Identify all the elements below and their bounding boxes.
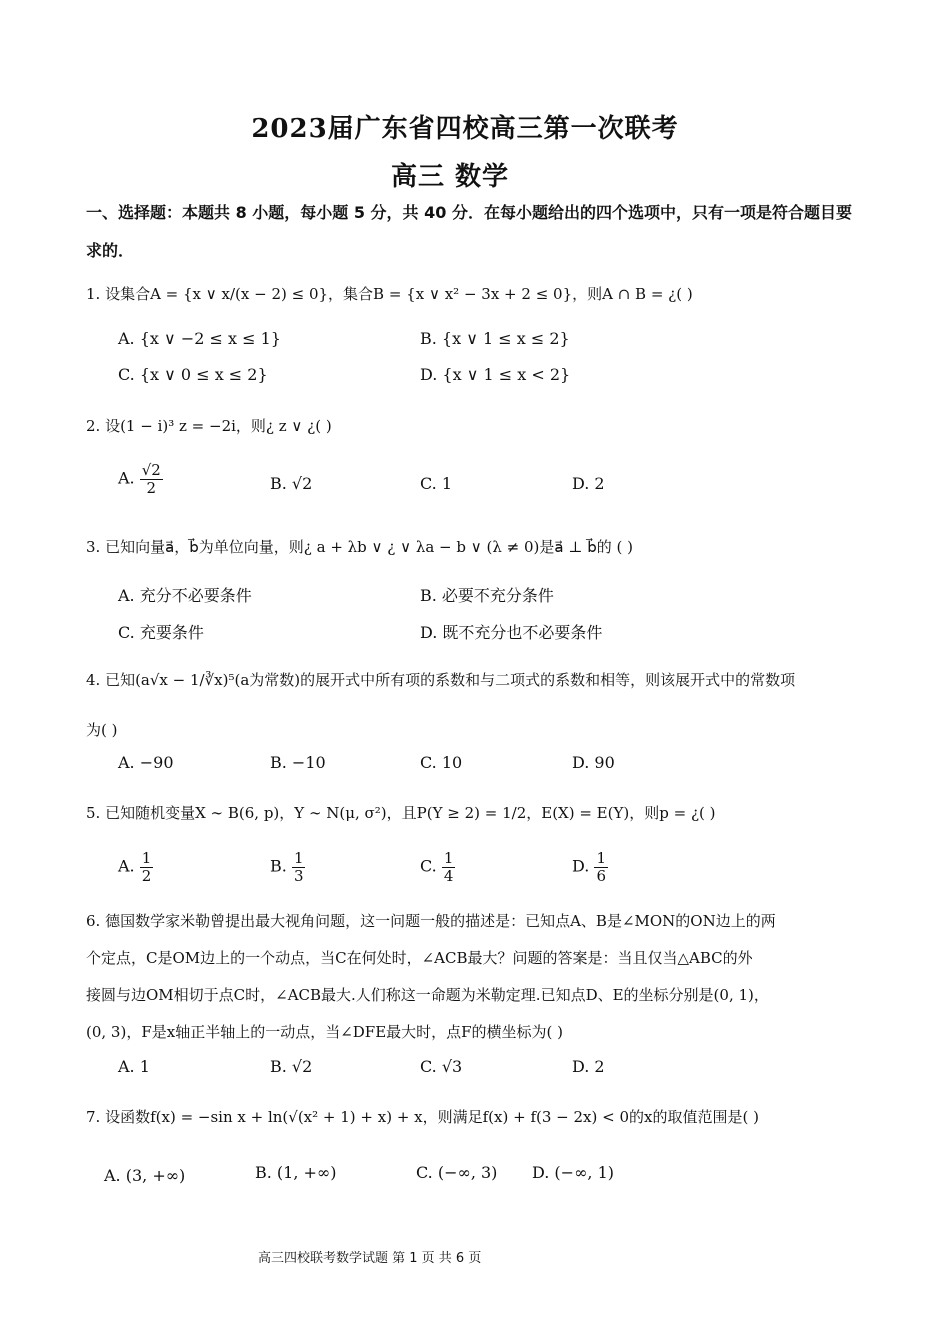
question-6-line2: 个定点，C是OM边上的一个动点，当C在何处时，∠ACB最大？问题的答案是：当且仅当△ABC的外 bbox=[86, 949, 753, 967]
question-2-option-b: B. √2 bbox=[270, 474, 313, 493]
question-6-option-d: D. 2 bbox=[572, 1057, 605, 1076]
question-6-option-a: A. 1 bbox=[118, 1057, 150, 1076]
question-5-option-c bbox=[420, 850, 455, 884]
question-5-option-a bbox=[118, 850, 153, 884]
fraction-denominator: 6 bbox=[596, 866, 606, 885]
section-heading-line1: 一、选择题：本题共 8 小题，每小题 5 分，共 40 分．在每小题给出的四个选项中，只有一项是符合题目要 bbox=[86, 203, 852, 222]
question-2-option-c: C. 1 bbox=[420, 474, 453, 493]
page-title: 2023届广东省四校高三第一次联考 bbox=[251, 114, 679, 144]
question-5-option-b-label: B. bbox=[270, 856, 287, 876]
question-4-option-a: A. −90 bbox=[118, 753, 174, 772]
question-3-option-b: B. 必要不充分条件 bbox=[420, 586, 554, 605]
question-6-option-b: B. √2 bbox=[270, 1057, 313, 1076]
fraction-denominator: 2 bbox=[146, 478, 157, 497]
fraction-numerator: 1 bbox=[443, 849, 454, 867]
page-footer: 高三四校联考数学试题 第 1 页 共 6 页 bbox=[258, 1251, 482, 1266]
question-1-option-d: D. {x ∨ 1 ≤ x < 2} bbox=[420, 365, 571, 384]
fraction bbox=[140, 462, 163, 496]
question-3-option-d: D. 既不充分也不必要条件 bbox=[420, 623, 603, 642]
question-1-option-a: A. {x ∨ −2 ≤ x ≤ 1} bbox=[118, 329, 281, 348]
question-5-option-c-label: C. bbox=[420, 856, 437, 876]
question-6-option-c: C. √3 bbox=[420, 1057, 463, 1076]
fraction-numerator: 1 bbox=[141, 849, 152, 867]
question-7-option-b: B. (1, +∞) bbox=[255, 1163, 337, 1182]
fraction-denominator: 2 bbox=[141, 866, 152, 885]
fraction bbox=[442, 850, 456, 884]
question-3-option-a: A. 充分不必要条件 bbox=[118, 586, 252, 605]
question-4-option-b: B. −10 bbox=[270, 753, 326, 772]
fraction-denominator: 3 bbox=[293, 866, 304, 885]
question-2-option-a-label: A. bbox=[118, 468, 135, 488]
question-1-option-c: C. {x ∨ 0 ≤ x ≤ 2} bbox=[118, 365, 268, 384]
question-7-option-d: D. (−∞, 1) bbox=[532, 1163, 614, 1182]
question-6-line1: 6. 德国数学家米勒曾提出最大视角问题，这一问题一般的描述是：已知点A、B是∠MON的ON边上的两 bbox=[86, 912, 776, 930]
question-3-stem: 3. 已知向量a⃗，b⃗为单位向量，则¿ a + λb ∨ ¿ ∨ λa − b ∨ (λ ≠ 0)是a⃗ ⊥ b⃗的 ( ) bbox=[86, 538, 633, 556]
fraction-denominator: 4 bbox=[443, 866, 454, 885]
question-2-option-a bbox=[118, 462, 163, 496]
question-2-option-d: D. 2 bbox=[572, 474, 605, 493]
fraction-numerator: 1 bbox=[596, 849, 606, 867]
question-5-option-d bbox=[572, 850, 608, 884]
question-6-line4: (0, 3)，F是x轴正半轴上的一动点，当∠DFE最大时，点F的横坐标为( ) bbox=[86, 1023, 564, 1041]
question-4-stem: 4. 已知(a√x − 1/∛x)⁵(a为常数)的展开式中所有项的系数和与二项式的系数和相等，则该展开式中的常数项 bbox=[86, 671, 796, 689]
question-5-option-b bbox=[270, 850, 305, 884]
question-7-option-a: A. (3, +∞) bbox=[104, 1166, 186, 1185]
page-subtitle: 高三 数学 bbox=[390, 162, 510, 192]
question-4-stem-continued: 为( ) bbox=[86, 721, 118, 739]
question-7-option-c: C. (−∞, 3) bbox=[416, 1163, 498, 1182]
section-heading-line2: 求的． bbox=[86, 241, 135, 260]
fraction-numerator: 1 bbox=[293, 849, 304, 867]
fraction bbox=[292, 850, 306, 884]
question-2-stem: 2. 设(1 − i)³ z = −2i，则¿ z ∨ ¿( ) bbox=[86, 417, 332, 435]
question-1-stem: 1. 设集合A = {x ∨ x/(x − 2) ≤ 0}，集合B = {x ∨ x² − 3x + 2 ≤ 0}，则A ∩ B = ¿( ) bbox=[86, 285, 693, 303]
fraction-numerator: √2 bbox=[141, 461, 161, 479]
fraction bbox=[140, 850, 154, 884]
question-4-option-d: D. 90 bbox=[572, 753, 615, 772]
question-7-stem: 7. 设函数f(x) = −sin x + ln(√(x² + 1) + x) + x，则满足f(x) + f(3 − 2x) < 0的x的取值范围是( ) bbox=[86, 1108, 759, 1126]
question-4-option-c: C. 10 bbox=[420, 753, 463, 772]
question-3-option-c: C. 充要条件 bbox=[118, 623, 204, 642]
question-5-option-d-label: D. bbox=[572, 856, 590, 876]
question-5-stem: 5. 已知随机变量X ∼ B(6, p)，Y ∼ N(μ, σ²)，且P(Y ≥ 2) = 1/2，E(X) = E(Y)，则p = ¿( ) bbox=[86, 804, 716, 822]
question-5-option-a-label: A. bbox=[118, 856, 135, 876]
question-6-line3: 接圆与边OM相切于点C时，∠ACB最大.人们称这一命题为米勒定理.已知点D、E的坐标分别是(0, 1)， bbox=[86, 986, 769, 1004]
fraction bbox=[594, 850, 608, 884]
question-1-option-b: B. {x ∨ 1 ≤ x ≤ 2} bbox=[420, 329, 570, 348]
